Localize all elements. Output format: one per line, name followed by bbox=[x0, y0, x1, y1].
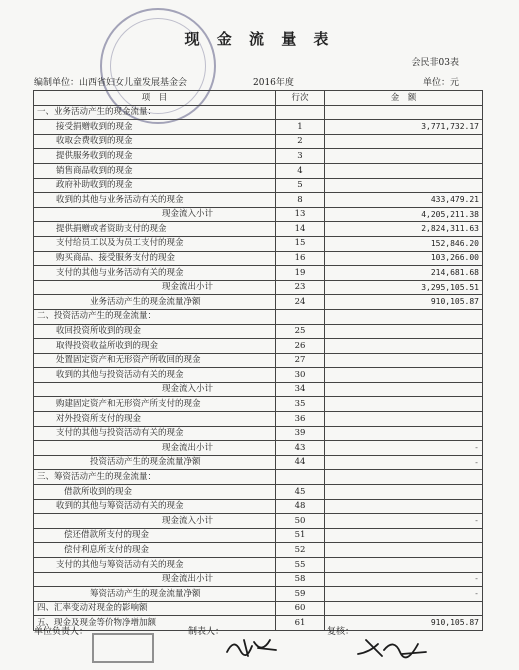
row-amount: 910,105.87 bbox=[325, 295, 483, 310]
table-row bbox=[34, 412, 483, 427]
table-row bbox=[34, 178, 483, 193]
table-row bbox=[34, 572, 483, 587]
row-line-number: 44 bbox=[276, 455, 325, 470]
row-item: 购买商品、接受服务支付的现金 bbox=[34, 251, 276, 266]
row-item: 三、筹资活动产生的现金流量： bbox=[34, 470, 276, 485]
row-amount bbox=[325, 178, 483, 193]
table-row bbox=[34, 120, 483, 135]
table-row bbox=[34, 207, 483, 222]
row-amount bbox=[325, 309, 483, 324]
form-number: 会民非03表 bbox=[411, 58, 459, 68]
table-row bbox=[34, 163, 483, 178]
row-amount: - bbox=[325, 514, 483, 529]
row-line-number: 52 bbox=[276, 543, 325, 558]
row-amount bbox=[325, 382, 483, 397]
row-amount bbox=[325, 397, 483, 412]
row-amount: - bbox=[325, 572, 483, 587]
row-item: 现金流出小计 bbox=[34, 280, 276, 295]
row-item: 现金流出小计 bbox=[34, 572, 276, 587]
row-line-number: 1 bbox=[276, 120, 325, 135]
row-item: 支付给员工以及为员工支付的现金 bbox=[34, 236, 276, 251]
row-amount bbox=[325, 485, 483, 500]
row-line-number: 55 bbox=[276, 558, 325, 573]
table-row bbox=[34, 134, 483, 149]
row-item: 业务活动产生的现金流量净额 bbox=[34, 295, 276, 310]
row-line-number: 48 bbox=[276, 499, 325, 514]
report-year: 2016年度 bbox=[253, 78, 294, 88]
row-amount bbox=[325, 558, 483, 573]
row-line-number: 14 bbox=[276, 222, 325, 237]
row-item: 接受捐赠收到的现金 bbox=[34, 120, 276, 135]
row-line-number bbox=[276, 470, 325, 485]
row-line-number bbox=[276, 309, 325, 324]
row-amount: - bbox=[325, 587, 483, 602]
row-item: 借款所收到的现金 bbox=[34, 485, 276, 500]
row-line-number: 30 bbox=[276, 368, 325, 383]
row-amount: 3,295,105.51 bbox=[325, 280, 483, 295]
row-item: 二、投资活动产生的现金流量： bbox=[34, 309, 276, 324]
row-item: 投资活动产生的现金流量净额 bbox=[34, 455, 276, 470]
row-amount bbox=[325, 601, 483, 616]
row-amount: - bbox=[325, 441, 483, 456]
table-row bbox=[34, 222, 483, 237]
row-amount bbox=[325, 163, 483, 178]
row-amount: 214,681.68 bbox=[325, 266, 483, 281]
table-row bbox=[34, 382, 483, 397]
row-item: 一、业务活动产生的现金流量： bbox=[34, 105, 276, 120]
table-row bbox=[34, 485, 483, 500]
row-item: 五、现金及现金等价物净增加额 bbox=[34, 616, 276, 631]
row-amount: 910,105.87 bbox=[325, 616, 483, 631]
table-row bbox=[34, 558, 483, 573]
row-amount: 4,205,211.38 bbox=[325, 207, 483, 222]
row-line-number: 34 bbox=[276, 382, 325, 397]
row-line-number: 59 bbox=[276, 587, 325, 602]
row-line-number: 26 bbox=[276, 339, 325, 354]
row-item: 购建固定资产和无形资产所支付的现金 bbox=[34, 397, 276, 412]
row-line-number: 19 bbox=[276, 266, 325, 281]
table-row bbox=[34, 149, 483, 164]
row-line-number: 45 bbox=[276, 485, 325, 500]
row-item: 支付的其他与筹资活动有关的现金 bbox=[34, 558, 276, 573]
row-line-number: 24 bbox=[276, 295, 325, 310]
row-item: 对外投资所支付的现金 bbox=[34, 412, 276, 427]
table-row bbox=[34, 528, 483, 543]
row-item: 筹资活动产生的现金流量净额 bbox=[34, 587, 276, 602]
row-item: 销售商品收到的现金 bbox=[34, 163, 276, 178]
row-item: 支付的其他与投资活动有关的现金 bbox=[34, 426, 276, 441]
table-row bbox=[34, 441, 483, 456]
row-item: 偿还借款所支付的现金 bbox=[34, 528, 276, 543]
row-line-number: 15 bbox=[276, 236, 325, 251]
reviewer-label: 复核： bbox=[327, 627, 355, 637]
row-line-number: 27 bbox=[276, 353, 325, 368]
row-item: 收到的其他与投资活动有关的现金 bbox=[34, 368, 276, 383]
row-amount: 3,771,732.17 bbox=[325, 120, 483, 135]
table-row bbox=[34, 601, 483, 616]
row-line-number: 39 bbox=[276, 426, 325, 441]
row-amount bbox=[325, 543, 483, 558]
row-line-number: 35 bbox=[276, 397, 325, 412]
table-row bbox=[34, 280, 483, 295]
row-item: 支付的其他与业务活动有关的现金 bbox=[34, 266, 276, 281]
row-line-number: 36 bbox=[276, 412, 325, 427]
row-item: 政府补助收到的现金 bbox=[34, 178, 276, 193]
row-item: 提供服务收到的现金 bbox=[34, 149, 276, 164]
table-row bbox=[34, 499, 483, 514]
row-amount bbox=[325, 368, 483, 383]
cash-flow-table bbox=[33, 90, 483, 631]
preparer-signature bbox=[224, 634, 280, 660]
row-item: 现金流入小计 bbox=[34, 207, 276, 222]
row-amount: 152,846.20 bbox=[325, 236, 483, 251]
row-amount: - bbox=[325, 455, 483, 470]
table-row bbox=[34, 543, 483, 558]
preparer-label: 制表人： bbox=[188, 627, 225, 637]
report-title: 现 金 流 量 表 bbox=[184, 30, 335, 48]
table-row bbox=[34, 309, 483, 324]
row-item: 收到的其他与筹资活动有关的现金 bbox=[34, 499, 276, 514]
row-amount bbox=[325, 134, 483, 149]
table-row bbox=[34, 514, 483, 529]
personal-seal-stamp bbox=[92, 633, 154, 663]
table-row bbox=[34, 470, 483, 485]
table-row bbox=[34, 339, 483, 354]
row-item: 现金流出小计 bbox=[34, 441, 276, 456]
row-item: 现金流入小计 bbox=[34, 514, 276, 529]
row-amount bbox=[325, 412, 483, 427]
row-amount bbox=[325, 426, 483, 441]
row-line-number: 16 bbox=[276, 251, 325, 266]
row-item: 提供捐赠或者资助支付的现金 bbox=[34, 222, 276, 237]
table-row bbox=[34, 105, 483, 120]
row-line-number: 4 bbox=[276, 163, 325, 178]
row-item: 收到的其他与业务活动有关的现金 bbox=[34, 193, 276, 208]
row-line-number bbox=[276, 105, 325, 120]
table-row bbox=[34, 616, 483, 631]
row-amount bbox=[325, 353, 483, 368]
table-row bbox=[34, 295, 483, 310]
table-header-row bbox=[34, 91, 483, 106]
row-line-number: 3 bbox=[276, 149, 325, 164]
table-row bbox=[34, 236, 483, 251]
row-amount bbox=[325, 149, 483, 164]
row-amount bbox=[325, 105, 483, 120]
header-item: 项 目 bbox=[34, 91, 276, 106]
row-amount bbox=[325, 470, 483, 485]
table-row bbox=[34, 455, 483, 470]
table-row bbox=[34, 368, 483, 383]
row-amount bbox=[325, 528, 483, 543]
row-amount bbox=[325, 324, 483, 339]
row-amount bbox=[325, 339, 483, 354]
row-line-number: 61 bbox=[276, 616, 325, 631]
table-row bbox=[34, 324, 483, 339]
row-line-number: 13 bbox=[276, 207, 325, 222]
row-item: 收回投资所收到的现金 bbox=[34, 324, 276, 339]
reviewer-signature bbox=[356, 634, 428, 660]
row-item: 取得投资收益所收到的现金 bbox=[34, 339, 276, 354]
table-row bbox=[34, 266, 483, 281]
currency-unit: 单位：元 bbox=[422, 78, 459, 88]
row-item: 现金流入小计 bbox=[34, 382, 276, 397]
row-amount: 2,824,311.63 bbox=[325, 222, 483, 237]
header-amount: 金 额 bbox=[325, 91, 483, 106]
row-line-number: 43 bbox=[276, 441, 325, 456]
table-row bbox=[34, 193, 483, 208]
row-line-number: 50 bbox=[276, 514, 325, 529]
row-amount: 433,479.21 bbox=[325, 193, 483, 208]
row-item: 偿付利息所支付的现金 bbox=[34, 543, 276, 558]
row-amount bbox=[325, 499, 483, 514]
row-line-number: 60 bbox=[276, 601, 325, 616]
table-row bbox=[34, 251, 483, 266]
row-line-number: 25 bbox=[276, 324, 325, 339]
row-amount: 103,266.00 bbox=[325, 251, 483, 266]
table-row bbox=[34, 426, 483, 441]
row-item: 四、汇率变动对现金的影响额 bbox=[34, 601, 276, 616]
row-line-number: 8 bbox=[276, 193, 325, 208]
row-line-number: 23 bbox=[276, 280, 325, 295]
row-line-number: 58 bbox=[276, 572, 325, 587]
reporting-unit: 编制单位：山西省妇女儿童发展基金会 bbox=[34, 78, 188, 88]
row-line-number: 51 bbox=[276, 528, 325, 543]
unit-head-label: 单位负责人： bbox=[34, 627, 89, 637]
row-item: 收取会费收到的现金 bbox=[34, 134, 276, 149]
row-item: 处置固定资产和无形资产所收回的现金 bbox=[34, 353, 276, 368]
table-row bbox=[34, 353, 483, 368]
table-row bbox=[34, 587, 483, 602]
header-line: 行次 bbox=[276, 91, 325, 106]
row-line-number: 5 bbox=[276, 178, 325, 193]
table-row bbox=[34, 397, 483, 412]
row-line-number: 2 bbox=[276, 134, 325, 149]
